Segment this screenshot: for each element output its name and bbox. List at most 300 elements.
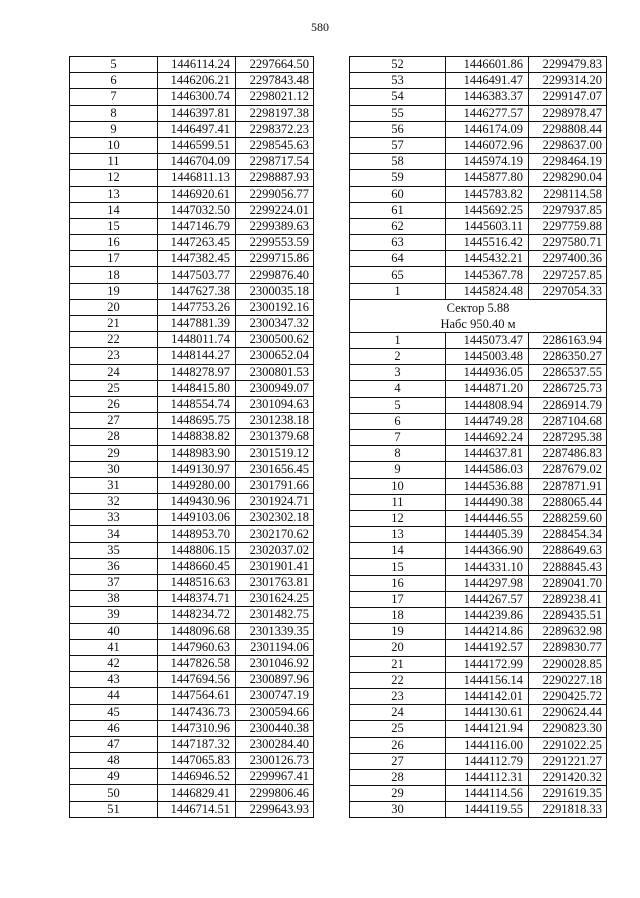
table-row — [70, 429, 314, 445]
y-coordinate-cell: 2301482.75 — [236, 607, 314, 623]
y-coordinate-cell: 2299715.86 — [236, 251, 314, 267]
table-row — [70, 720, 314, 736]
x-coordinate-cell: 1447627.38 — [158, 283, 236, 299]
table-row — [350, 462, 607, 478]
point-number-cell: 27 — [350, 753, 446, 769]
y-coordinate-cell: 2291619.35 — [529, 786, 607, 802]
point-number-cell: 8 — [350, 446, 446, 462]
table-row — [70, 558, 314, 574]
x-coordinate-cell: 1444297.98 — [446, 575, 529, 591]
x-coordinate-cell: 1447065.83 — [158, 753, 236, 769]
y-coordinate-cell: 2297257.85 — [529, 267, 607, 283]
x-coordinate-cell: 1448953.70 — [158, 526, 236, 542]
y-coordinate-cell: 2299224.01 — [236, 202, 314, 218]
table-row — [350, 559, 607, 575]
x-coordinate-cell: 1444366.90 — [446, 543, 529, 559]
y-coordinate-cell: 2297664.50 — [236, 57, 314, 73]
table-row — [350, 218, 607, 234]
y-coordinate-cell: 2287679.02 — [529, 462, 607, 478]
x-coordinate-cell: 1446491.47 — [446, 73, 529, 89]
x-coordinate-cell: 1448096.68 — [158, 623, 236, 639]
point-number-cell: 38 — [70, 591, 158, 607]
point-number-cell: 29 — [70, 445, 158, 461]
table-row — [70, 526, 314, 542]
x-coordinate-cell: 1447310.96 — [158, 720, 236, 736]
point-number-cell: 32 — [70, 494, 158, 510]
x-coordinate-cell: 1444112.79 — [446, 753, 529, 769]
table-row — [350, 688, 607, 704]
point-number-cell: 1 — [350, 332, 446, 348]
y-coordinate-cell: 2301046.92 — [236, 655, 314, 671]
y-coordinate-cell: 2302302.18 — [236, 510, 314, 526]
table-row — [350, 202, 607, 218]
point-number-cell: 24 — [350, 705, 446, 721]
table-row — [350, 186, 607, 202]
y-coordinate-cell: 2286914.79 — [529, 397, 607, 413]
point-number-cell: 25 — [350, 721, 446, 737]
x-coordinate-cell: 1444637.81 — [446, 446, 529, 462]
point-number-cell: 9 — [70, 121, 158, 137]
x-coordinate-cell: 1444114.56 — [446, 786, 529, 802]
x-coordinate-cell: 1444172.99 — [446, 656, 529, 672]
x-coordinate-cell: 1444446.55 — [446, 510, 529, 526]
y-coordinate-cell: 2300897.96 — [236, 672, 314, 688]
point-number-cell: 63 — [350, 235, 446, 251]
table-row — [70, 704, 314, 720]
point-number-cell: 6 — [350, 413, 446, 429]
y-coordinate-cell: 2299806.46 — [236, 785, 314, 801]
y-coordinate-cell: 2300192.16 — [236, 299, 314, 315]
point-number-cell: 49 — [70, 769, 158, 785]
point-number-cell: 17 — [350, 591, 446, 607]
x-coordinate-cell: 1444692.24 — [446, 429, 529, 445]
table-row — [70, 591, 314, 607]
y-coordinate-cell: 2300284.40 — [236, 736, 314, 752]
coordinates-table-right — [349, 56, 607, 818]
point-number-cell: 60 — [350, 186, 446, 202]
table-row — [70, 235, 314, 251]
table-row — [350, 802, 607, 818]
x-coordinate-cell: 1446599.51 — [158, 137, 236, 153]
table-row — [350, 640, 607, 656]
point-number-cell: 14 — [70, 202, 158, 218]
y-coordinate-cell: 2290028.85 — [529, 656, 607, 672]
table-row — [350, 753, 607, 769]
x-coordinate-cell: 1448011.74 — [158, 332, 236, 348]
x-coordinate-cell: 1447187.32 — [158, 736, 236, 752]
x-coordinate-cell: 1445783.82 — [446, 186, 529, 202]
table-row — [350, 429, 607, 445]
point-number-cell: 30 — [350, 802, 446, 818]
table-row — [70, 89, 314, 105]
point-number-cell: 25 — [70, 380, 158, 396]
x-coordinate-cell: 1444116.00 — [446, 737, 529, 753]
y-coordinate-cell: 2290425.72 — [529, 688, 607, 704]
table-row — [70, 736, 314, 752]
y-coordinate-cell: 2288649.63 — [529, 543, 607, 559]
y-coordinate-cell: 2300801.53 — [236, 364, 314, 380]
table-row — [350, 283, 607, 299]
x-coordinate-cell: 1445516.42 — [446, 235, 529, 251]
x-coordinate-cell: 1445692.25 — [446, 202, 529, 218]
x-coordinate-cell: 1447960.63 — [158, 639, 236, 655]
table-row — [350, 332, 607, 348]
table-row — [70, 477, 314, 493]
point-number-cell: 13 — [70, 186, 158, 202]
x-coordinate-cell: 1447826.58 — [158, 655, 236, 671]
point-number-cell: 15 — [70, 218, 158, 234]
point-number-cell: 43 — [70, 672, 158, 688]
table-row — [350, 591, 607, 607]
point-number-cell: 40 — [70, 623, 158, 639]
point-number-cell: 21 — [350, 656, 446, 672]
y-coordinate-cell: 2298464.19 — [529, 154, 607, 170]
table-row — [70, 170, 314, 186]
table-row — [70, 137, 314, 153]
y-coordinate-cell: 2301379.68 — [236, 429, 314, 445]
y-coordinate-cell: 2298887.93 — [236, 170, 314, 186]
x-coordinate-cell: 1448234.72 — [158, 607, 236, 623]
point-number-cell: 12 — [350, 510, 446, 526]
y-coordinate-cell: 2301094.63 — [236, 396, 314, 412]
point-number-cell: 14 — [350, 543, 446, 559]
table-row — [70, 753, 314, 769]
table-row — [70, 607, 314, 623]
y-coordinate-cell: 2290624.44 — [529, 705, 607, 721]
table-row — [70, 186, 314, 202]
x-coordinate-cell: 1447146.79 — [158, 218, 236, 234]
point-number-cell: 35 — [70, 542, 158, 558]
table-row — [70, 639, 314, 655]
y-coordinate-cell: 2299056.77 — [236, 186, 314, 202]
table-row — [70, 299, 314, 315]
point-number-cell: 26 — [350, 737, 446, 753]
y-coordinate-cell: 2297759.88 — [529, 218, 607, 234]
point-number-cell: 42 — [70, 655, 158, 671]
x-coordinate-cell: 1447694.56 — [158, 672, 236, 688]
x-coordinate-cell: 1446300.74 — [158, 89, 236, 105]
y-coordinate-cell: 2301194.06 — [236, 639, 314, 655]
y-coordinate-cell: 2301763.81 — [236, 575, 314, 591]
y-coordinate-cell: 2302037.02 — [236, 542, 314, 558]
y-coordinate-cell: 2301924.71 — [236, 494, 314, 510]
y-coordinate-cell: 2287104.68 — [529, 413, 607, 429]
table-row — [70, 364, 314, 380]
table-row — [70, 413, 314, 429]
table-row — [70, 105, 314, 121]
y-coordinate-cell: 2288065.44 — [529, 494, 607, 510]
x-coordinate-cell: 1447564.61 — [158, 688, 236, 704]
point-number-cell: 16 — [350, 575, 446, 591]
table-row — [70, 461, 314, 477]
x-coordinate-cell: 1446114.24 — [158, 57, 236, 73]
table-row — [350, 381, 607, 397]
point-number-cell: 23 — [350, 688, 446, 704]
point-number-cell: 61 — [350, 202, 446, 218]
x-coordinate-cell: 1444586.03 — [446, 462, 529, 478]
y-coordinate-cell: 2289830.77 — [529, 640, 607, 656]
point-number-cell: 29 — [350, 786, 446, 802]
x-coordinate-cell: 1444871.20 — [446, 381, 529, 397]
x-coordinate-cell: 1446206.21 — [158, 73, 236, 89]
point-number-cell: 12 — [70, 170, 158, 186]
x-coordinate-cell: 1444142.01 — [446, 688, 529, 704]
point-number-cell: 26 — [70, 396, 158, 412]
y-coordinate-cell: 2298637.00 — [529, 137, 607, 153]
table-row — [350, 57, 607, 73]
table-row — [70, 267, 314, 283]
point-number-cell: 19 — [350, 624, 446, 640]
table-row — [350, 251, 607, 267]
table-row — [70, 283, 314, 299]
table-row — [70, 396, 314, 412]
x-coordinate-cell: 1447881.39 — [158, 316, 236, 332]
x-coordinate-cell: 1448695.75 — [158, 413, 236, 429]
point-number-cell: 24 — [70, 364, 158, 380]
x-coordinate-cell: 1444192.57 — [446, 640, 529, 656]
y-coordinate-cell: 2299553.59 — [236, 235, 314, 251]
y-coordinate-cell: 2287486.83 — [529, 446, 607, 462]
table-row — [350, 527, 607, 543]
x-coordinate-cell: 1446383.37 — [446, 89, 529, 105]
table-row — [350, 413, 607, 429]
x-coordinate-cell: 1448660.45 — [158, 558, 236, 574]
point-number-cell: 45 — [70, 704, 158, 720]
point-number-cell: 28 — [350, 769, 446, 785]
y-coordinate-cell: 2300500.62 — [236, 332, 314, 348]
y-coordinate-cell: 2286725.73 — [529, 381, 607, 397]
x-coordinate-cell: 1446497.41 — [158, 121, 236, 137]
table-row — [70, 251, 314, 267]
table-row — [70, 154, 314, 170]
y-coordinate-cell: 2298021.12 — [236, 89, 314, 105]
point-number-cell: 22 — [70, 332, 158, 348]
point-number-cell: 37 — [70, 575, 158, 591]
point-number-cell: 17 — [70, 251, 158, 267]
x-coordinate-cell: 1445877.80 — [446, 170, 529, 186]
x-coordinate-cell: 1448806.15 — [158, 542, 236, 558]
y-coordinate-cell: 2287295.38 — [529, 429, 607, 445]
table-row — [350, 73, 607, 89]
x-coordinate-cell: 1447032.50 — [158, 202, 236, 218]
sector-title: Сектор 5.88 — [446, 300, 510, 315]
y-coordinate-cell: 2297054.33 — [529, 283, 607, 299]
y-coordinate-cell: 2298545.63 — [236, 137, 314, 153]
y-coordinate-cell: 2289632.98 — [529, 624, 607, 640]
table-row — [70, 316, 314, 332]
point-number-cell: 7 — [350, 429, 446, 445]
table-row — [70, 332, 314, 348]
table-row — [70, 380, 314, 396]
x-coordinate-cell: 1444239.86 — [446, 608, 529, 624]
point-number-cell: 34 — [70, 526, 158, 542]
table-row — [350, 737, 607, 753]
y-coordinate-cell: 2298114.58 — [529, 186, 607, 202]
point-number-cell: 10 — [350, 478, 446, 494]
point-number-cell: 20 — [70, 299, 158, 315]
table-row — [350, 575, 607, 591]
y-coordinate-cell: 2299643.93 — [236, 801, 314, 817]
x-coordinate-cell: 1448278.97 — [158, 364, 236, 380]
y-coordinate-cell: 2287871.91 — [529, 478, 607, 494]
x-coordinate-cell: 1444808.94 — [446, 397, 529, 413]
y-coordinate-cell: 2300949.07 — [236, 380, 314, 396]
x-coordinate-cell: 1445367.78 — [446, 267, 529, 283]
x-coordinate-cell: 1444121.94 — [446, 721, 529, 737]
point-number-cell: 2 — [350, 349, 446, 365]
table-row — [350, 786, 607, 802]
point-number-cell: 62 — [350, 218, 446, 234]
point-number-cell: 53 — [350, 73, 446, 89]
x-coordinate-cell: 1446704.09 — [158, 154, 236, 170]
x-coordinate-cell: 1448374.71 — [158, 591, 236, 607]
table-row — [350, 365, 607, 381]
table-row — [350, 235, 607, 251]
table-row — [70, 623, 314, 639]
table-row — [70, 202, 314, 218]
point-number-cell: 51 — [70, 801, 158, 817]
table-row — [70, 769, 314, 785]
sector-heading-row — [350, 299, 607, 332]
y-coordinate-cell: 2286350.27 — [529, 349, 607, 365]
y-coordinate-cell: 2300035.18 — [236, 283, 314, 299]
point-number-cell: 18 — [70, 267, 158, 283]
table-row — [350, 154, 607, 170]
y-coordinate-cell: 2290823.30 — [529, 721, 607, 737]
y-coordinate-cell: 2299479.83 — [529, 57, 607, 73]
point-number-cell: 8 — [70, 105, 158, 121]
x-coordinate-cell: 1444156.14 — [446, 672, 529, 688]
x-coordinate-cell: 1444130.61 — [446, 705, 529, 721]
table-row — [350, 494, 607, 510]
y-coordinate-cell: 2291022.25 — [529, 737, 607, 753]
x-coordinate-cell: 1449103.06 — [158, 510, 236, 526]
y-coordinate-cell: 2297580.71 — [529, 235, 607, 251]
point-number-cell: 19 — [70, 283, 158, 299]
point-number-cell: 44 — [70, 688, 158, 704]
x-coordinate-cell: 1449280.00 — [158, 477, 236, 493]
y-coordinate-cell: 2302170.62 — [236, 526, 314, 542]
table-row — [70, 575, 314, 591]
point-number-cell: 28 — [70, 429, 158, 445]
x-coordinate-cell: 1448983.90 — [158, 445, 236, 461]
x-coordinate-cell: 1449130.97 — [158, 461, 236, 477]
sector-length: Набс 950.40 м — [440, 316, 516, 331]
point-number-cell: 10 — [70, 137, 158, 153]
point-number-cell: 46 — [70, 720, 158, 736]
table-row — [350, 672, 607, 688]
y-coordinate-cell: 2300652.04 — [236, 348, 314, 364]
point-number-cell: 11 — [70, 154, 158, 170]
point-number-cell: 31 — [70, 477, 158, 493]
y-coordinate-cell: 2299876.40 — [236, 267, 314, 283]
point-number-cell: 9 — [350, 462, 446, 478]
x-coordinate-cell: 1446072.96 — [446, 137, 529, 153]
point-number-cell: 54 — [350, 89, 446, 105]
y-coordinate-cell: 2298290.04 — [529, 170, 607, 186]
x-coordinate-cell: 1444405.39 — [446, 527, 529, 543]
table-row — [70, 801, 314, 817]
point-number-cell: 20 — [350, 640, 446, 656]
x-coordinate-cell: 1444112.31 — [446, 769, 529, 785]
x-coordinate-cell: 1448516.63 — [158, 575, 236, 591]
point-number-cell: 52 — [350, 57, 446, 73]
point-number-cell: 65 — [350, 267, 446, 283]
x-coordinate-cell: 1446811.13 — [158, 170, 236, 186]
y-coordinate-cell: 2300747.19 — [236, 688, 314, 704]
y-coordinate-cell: 2291420.32 — [529, 769, 607, 785]
point-number-cell: 13 — [350, 527, 446, 543]
table-row — [350, 543, 607, 559]
point-number-cell: 5 — [70, 57, 158, 73]
table-row — [350, 478, 607, 494]
point-number-cell: 21 — [70, 316, 158, 332]
table-row — [350, 89, 607, 105]
point-number-cell: 15 — [350, 559, 446, 575]
y-coordinate-cell: 2298197.38 — [236, 105, 314, 121]
point-number-cell: 1 — [350, 283, 446, 299]
y-coordinate-cell: 2299314.20 — [529, 73, 607, 89]
x-coordinate-cell: 1444331.10 — [446, 559, 529, 575]
point-number-cell: 50 — [70, 785, 158, 801]
x-coordinate-cell: 1448838.82 — [158, 429, 236, 445]
point-number-cell: 41 — [70, 639, 158, 655]
point-number-cell: 18 — [350, 608, 446, 624]
y-coordinate-cell: 2288454.34 — [529, 527, 607, 543]
table-row — [70, 688, 314, 704]
coordinates-table-left — [69, 56, 314, 818]
point-number-cell: 27 — [70, 413, 158, 429]
table-row — [70, 73, 314, 89]
y-coordinate-cell: 2298978.47 — [529, 105, 607, 121]
y-coordinate-cell: 2300594.66 — [236, 704, 314, 720]
y-coordinate-cell: 2297937.85 — [529, 202, 607, 218]
y-coordinate-cell: 2290227.18 — [529, 672, 607, 688]
x-coordinate-cell: 1448415.80 — [158, 380, 236, 396]
x-coordinate-cell: 1444490.38 — [446, 494, 529, 510]
x-coordinate-cell: 1445974.19 — [446, 154, 529, 170]
x-coordinate-cell: 1446277.57 — [446, 105, 529, 121]
table-row — [350, 656, 607, 672]
table-row — [70, 445, 314, 461]
x-coordinate-cell: 1445073.47 — [446, 332, 529, 348]
y-coordinate-cell: 2291221.27 — [529, 753, 607, 769]
x-coordinate-cell: 1447382.45 — [158, 251, 236, 267]
point-number-cell: 58 — [350, 154, 446, 170]
point-number-cell: 55 — [350, 105, 446, 121]
point-number-cell: 48 — [70, 753, 158, 769]
point-number-cell: 7 — [70, 89, 158, 105]
point-number-cell: 5 — [350, 397, 446, 413]
x-coordinate-cell: 1445432.21 — [446, 251, 529, 267]
table-row — [350, 510, 607, 526]
x-coordinate-cell: 1446397.81 — [158, 105, 236, 121]
point-number-cell: 56 — [350, 121, 446, 137]
table-row — [70, 348, 314, 364]
table-row — [350, 121, 607, 137]
page-number: 580 — [311, 20, 329, 34]
y-coordinate-cell: 2297843.48 — [236, 73, 314, 89]
y-coordinate-cell: 2299147.07 — [529, 89, 607, 105]
y-coordinate-cell: 2301238.18 — [236, 413, 314, 429]
point-number-cell: 6 — [70, 73, 158, 89]
table-row — [350, 137, 607, 153]
x-coordinate-cell: 1446601.86 — [446, 57, 529, 73]
point-number-cell: 4 — [350, 381, 446, 397]
y-coordinate-cell: 2299389.63 — [236, 218, 314, 234]
y-coordinate-cell: 2289041.70 — [529, 575, 607, 591]
x-coordinate-cell: 1446946.52 — [158, 769, 236, 785]
